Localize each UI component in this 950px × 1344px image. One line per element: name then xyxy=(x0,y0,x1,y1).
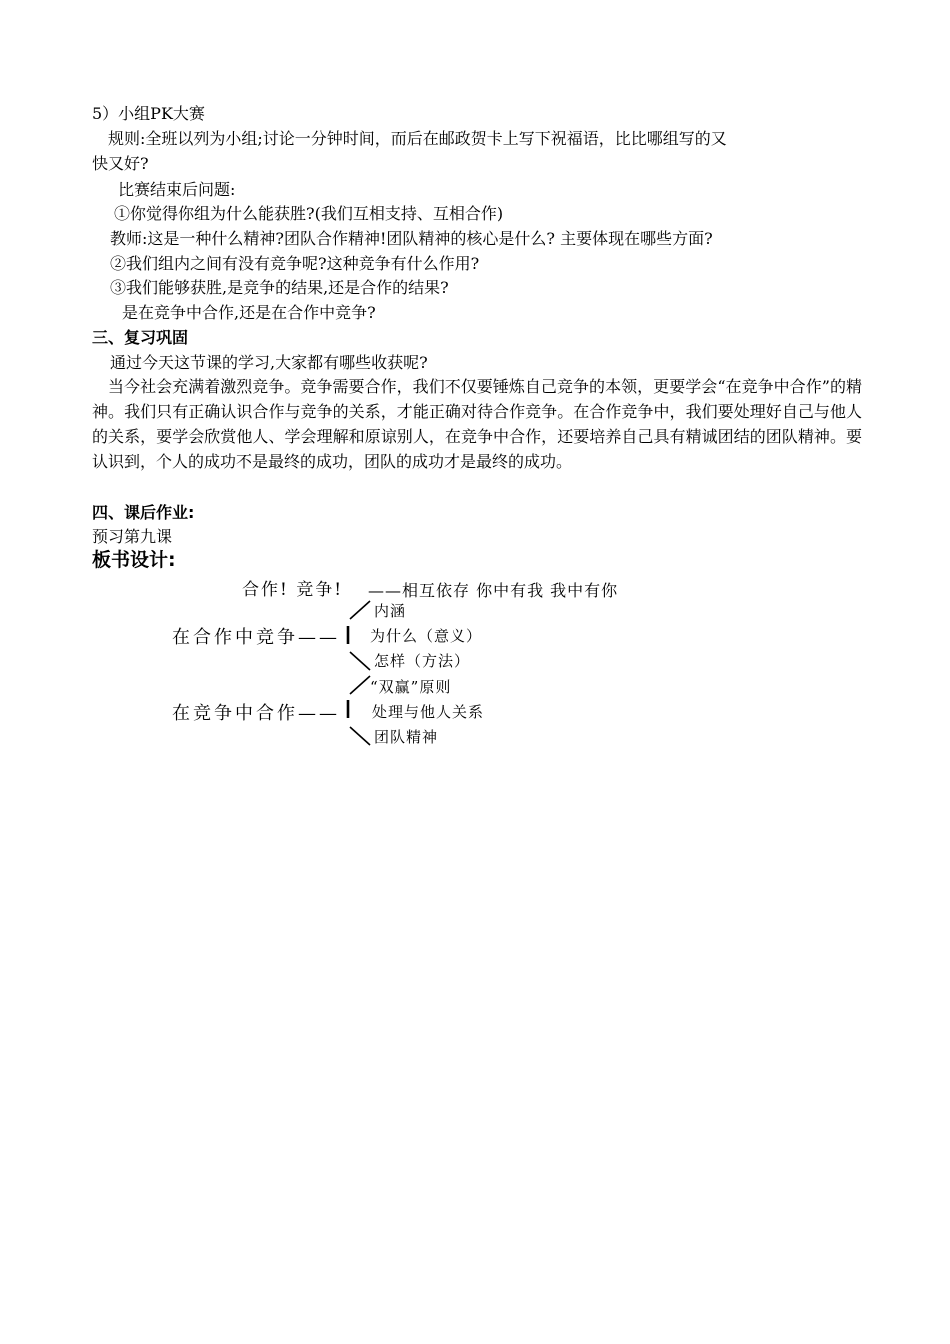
board-group-2-item-3: 团队精神 xyxy=(374,728,439,746)
teacher-line: 教师:这是一种什么精神?团队合作精神!团队精神的核心是什么? 主要体现在哪些方面? xyxy=(110,229,713,248)
rule-line-1: 规则:全班以列为小组;讨论一分钟时间，而后在邮政贺卡上写下祝福语，比比哪组写的又 xyxy=(108,129,727,148)
rule-line-2: 快又好? xyxy=(92,154,149,173)
branch-line-up-1 xyxy=(350,601,370,619)
board-group-1-item-3: 怎样（方法） xyxy=(374,652,471,670)
board-group-1-label: 在合作中竞争—— xyxy=(172,627,340,648)
question-1: ①你觉得你组为什么能获胜?(我们互相支持、互相合作) xyxy=(114,204,504,223)
section-4-heading: 四、课后作业: xyxy=(92,503,195,522)
question-2: ②我们组内之间有没有竞争呢?这种竞争有什么作用? xyxy=(110,254,480,273)
board-title-main: 合作! 竞争! xyxy=(242,580,344,600)
branch-line-down-2 xyxy=(350,727,370,745)
board-group-1-item-1: 内涵 xyxy=(374,602,407,620)
board-group-1-item-2: 为什么（意义） xyxy=(370,627,483,645)
board-group-2-item-1: “双赢”原则 xyxy=(370,678,452,696)
branch-line-down-1 xyxy=(350,652,370,670)
section-3-line-1: 通过今天这节课的学习,大家都有哪些收获呢? xyxy=(110,353,428,372)
activity-heading: 5）小组PK大赛 xyxy=(92,104,205,123)
board-group-2-label: 在竞争中合作—— xyxy=(172,703,340,724)
section-3-heading: 三、复习巩固 xyxy=(92,328,189,347)
board-title-sub: ——相互依存 你中有我 我中有你 xyxy=(368,581,619,600)
board-group-2-item-2: 处理与他人关系 xyxy=(372,703,485,721)
board-heading: 板书设计: xyxy=(92,549,176,571)
homework-text: 预习第九课 xyxy=(92,527,173,546)
branch-line-up-2 xyxy=(350,676,370,694)
section-3-paragraph: 当今社会充满着激烈竞争。竞争需要合作，我们不仅要锤炼自己竞争的本领，更要学会“在竞争中合作”的精神。我们只有正确认识合作与竞争的关系，才能正确对待合作竞争。在合作竞争中，我们要处理好自己与他人的关系，要学会欣赏他人、学会理解和原谅别人，在竞争中合作，还要培养自己具有精诚团结的团队精神。要认识到，个人的成功不是最终的成功，团队的成功才是最终的成功。 xyxy=(92,377,862,471)
after-match-line: 比赛结束后问题: xyxy=(118,180,236,199)
question-4: 是在竞争中合作,还是在合作中竞争? xyxy=(122,303,376,322)
question-3: ③我们能够获胜,是竞争的结果,还是合作的结果? xyxy=(110,278,449,297)
